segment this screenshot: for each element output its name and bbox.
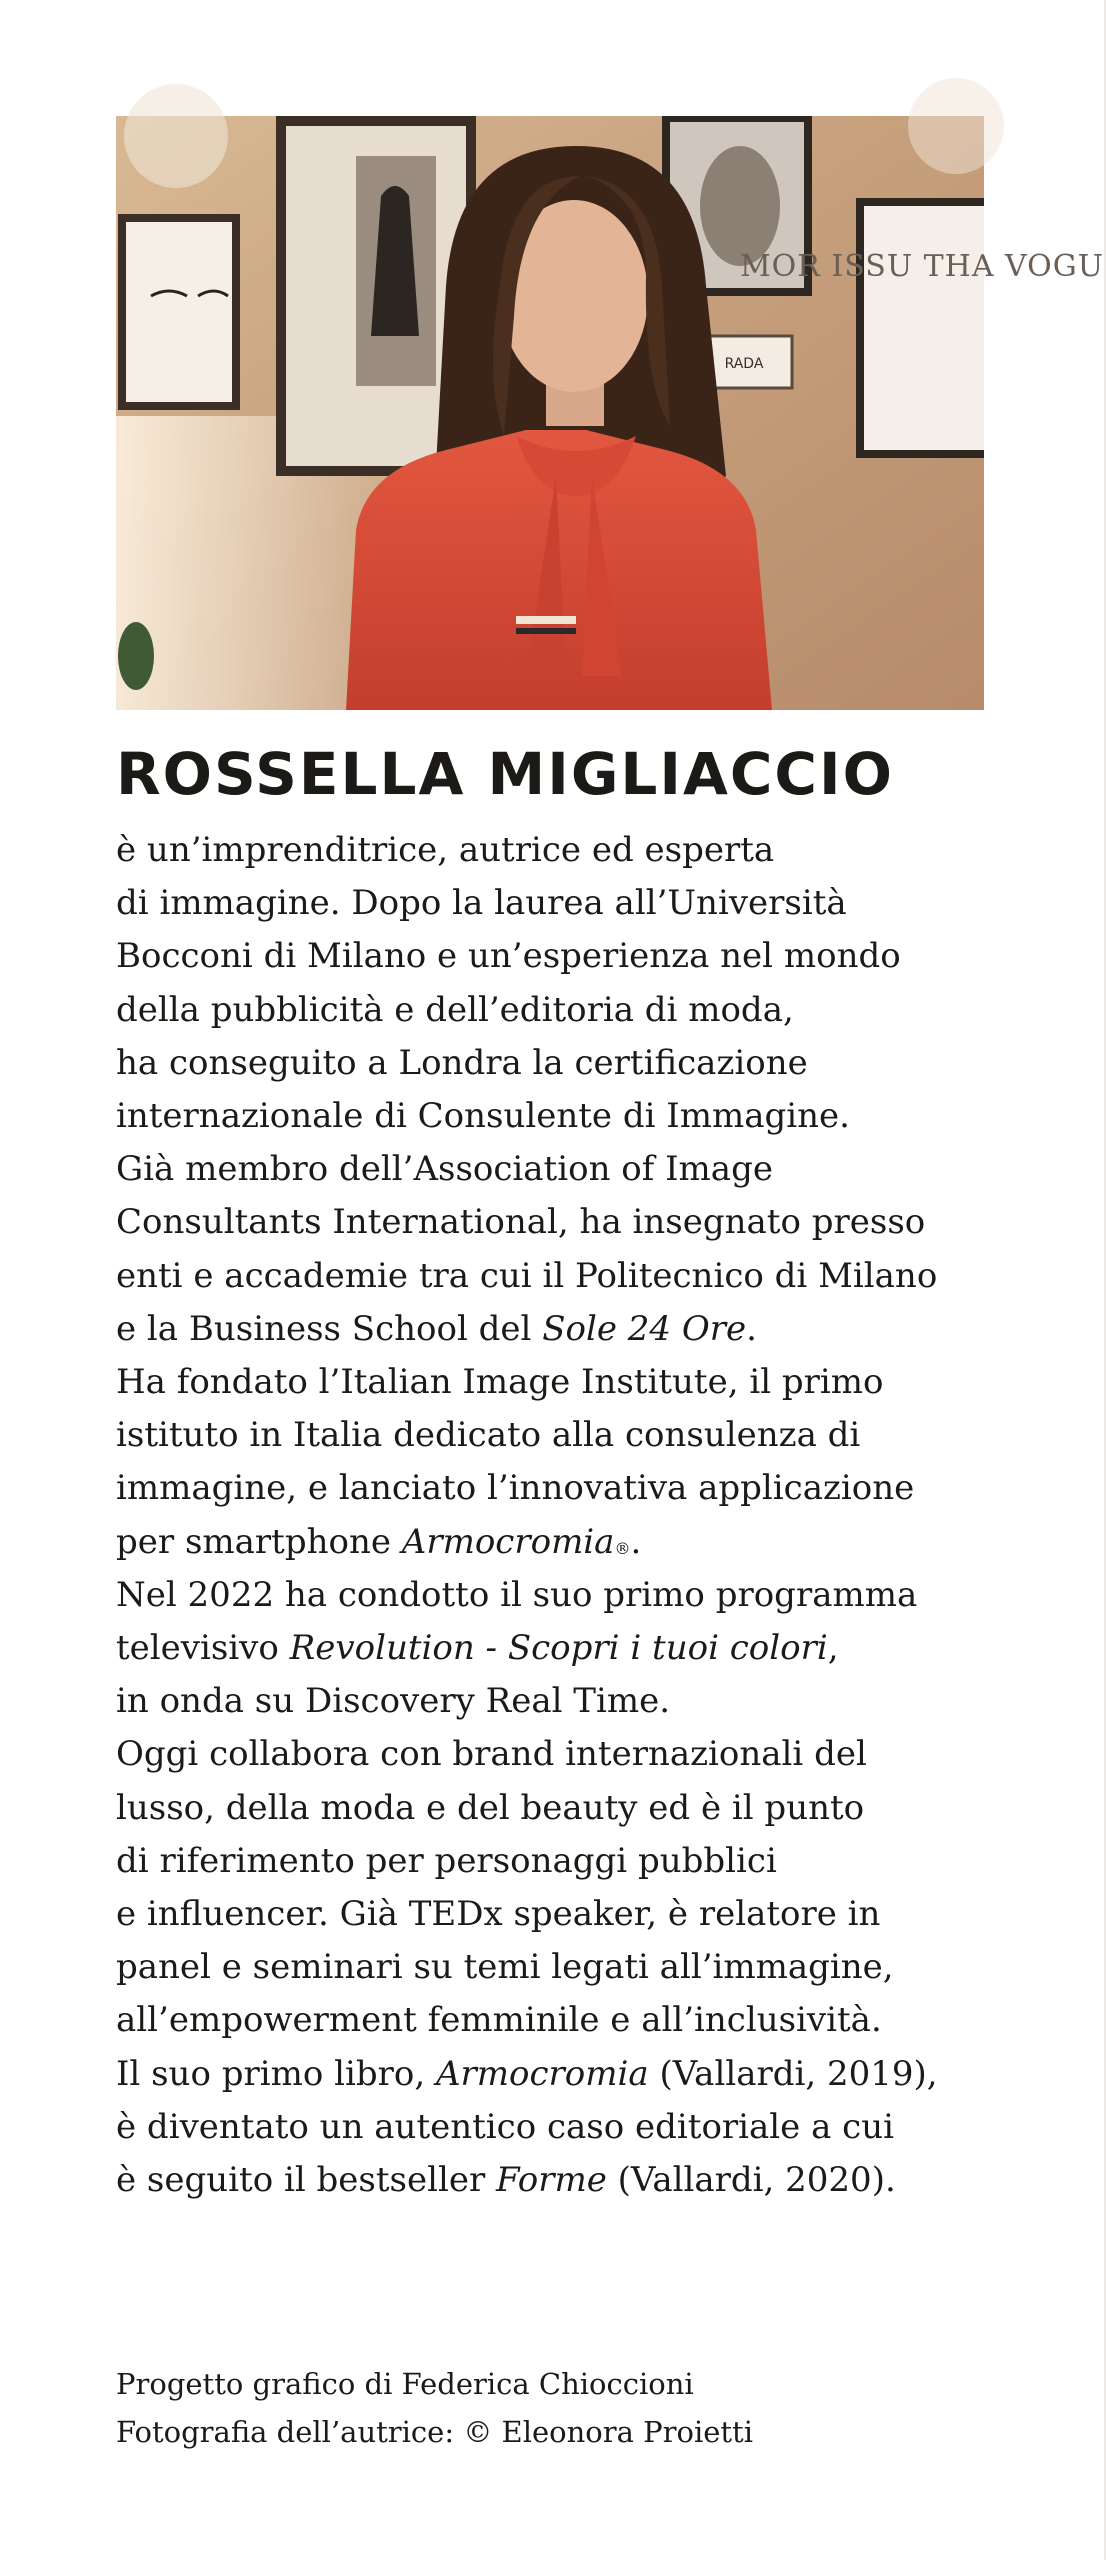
bio-line: è un’imprenditrice, autrice ed esperta	[116, 830, 775, 870]
wall-card-text: RADA	[724, 356, 764, 372]
tv-show-title: Revolution - Scopri i tuoi colori	[289, 1628, 828, 1669]
bio-line: di riferimento per personaggi pubblici	[116, 1840, 777, 1881]
bio-text: Il suo primo libro,	[116, 2053, 436, 2094]
registered-mark: ®	[614, 1538, 631, 1558]
bio-line	[116, 1622, 996, 1675]
bio-line: Già membro dell’Association of Image	[116, 1149, 773, 1190]
author-name: ROSSELLA MIGLIACCIO	[116, 740, 894, 808]
bio-text: e la Business School del	[116, 1308, 543, 1349]
bio-text: (Vallardi, 2020).	[606, 2160, 896, 2201]
bio-line: Consultants International, ha insegnato presso	[116, 1202, 926, 1243]
book-title: Armocromia	[436, 2053, 649, 2094]
bio-line	[116, 1303, 996, 1356]
bio-line	[116, 2048, 996, 2101]
lamp-globe-right	[908, 78, 1004, 174]
plant-leaf	[118, 622, 154, 690]
bio-text: (Vallardi, 2019),	[648, 2053, 938, 2094]
bio-text: televisivo	[116, 1628, 290, 1669]
author-photo-illustration	[116, 116, 1105, 710]
bio-line: istituto in Italia dedicato alla consulenza di	[116, 1415, 861, 1456]
bio-line: all’empowerment femminile e all’inclusività.	[116, 2000, 882, 2041]
bio-line: Bocconi di Milano e un’esperienza nel mondo	[116, 936, 901, 977]
bio-line: e influencer. Già TEDx speaker, è relatore in	[116, 1894, 881, 1935]
bio-line: di immagine. Dopo la laurea all’Università	[116, 883, 847, 924]
bio-line: lusso, della moda e del beauty ed è il punto	[116, 1787, 865, 1828]
bio-text: per smartphone	[116, 1521, 402, 1562]
bio-line	[116, 2154, 996, 2207]
bio-line: immagine, e lanciato l’innovativa applicazione	[116, 1468, 915, 1509]
bio-line	[116, 1516, 996, 1569]
bio-line: Oggi collabora con brand internazionali del	[116, 1734, 867, 1775]
bio-text: .	[630, 1521, 642, 1562]
wall-frame-left	[118, 214, 240, 410]
bio-line: panel e seminari su temi legati all’immagine,	[116, 1947, 894, 1988]
book-title: Forme	[496, 2160, 607, 2201]
bio-line: ha conseguito a Londra la certificazione	[116, 1042, 808, 1083]
bio-text: è seguito il bestseller	[116, 2160, 497, 2201]
bio-line: della pubblicità e dell’editoria di moda,	[116, 989, 794, 1030]
lamp-globe-left	[124, 84, 228, 188]
newspaper-title: Sole 24 Ore	[542, 1308, 747, 1349]
photo-credit: Fotografia dell’autrice: © Eleonora Proietti	[116, 2415, 753, 2449]
bio-line: internazionale di Consulente di Immagine.	[116, 1096, 850, 1137]
bio-line: è diventato un autentico caso editoriale a cui	[116, 2106, 894, 2147]
bio-line: Nel 2022 ha condotto il suo primo programma	[116, 1574, 918, 1615]
author-bio	[116, 824, 996, 2207]
bio-line: Ha fondato l’Italian Image Institute, il primo	[116, 1362, 884, 1403]
bio-text: .	[746, 1308, 757, 1349]
author-photo	[116, 116, 1105, 710]
bio-text: ,	[827, 1628, 839, 1669]
app-title: Armocromia	[401, 1521, 615, 1562]
credits	[116, 2360, 996, 2456]
design-credit: Progetto grafico di Federica Chioccioni	[116, 2367, 694, 2401]
bio-line: in onda su Discovery Real Time.	[116, 1681, 671, 1722]
wall-poster-text: MOR ISSU THA VOGU	[739, 249, 1105, 284]
bio-line: enti e accademie tra cui il Politecnico di Milano	[116, 1255, 938, 1296]
